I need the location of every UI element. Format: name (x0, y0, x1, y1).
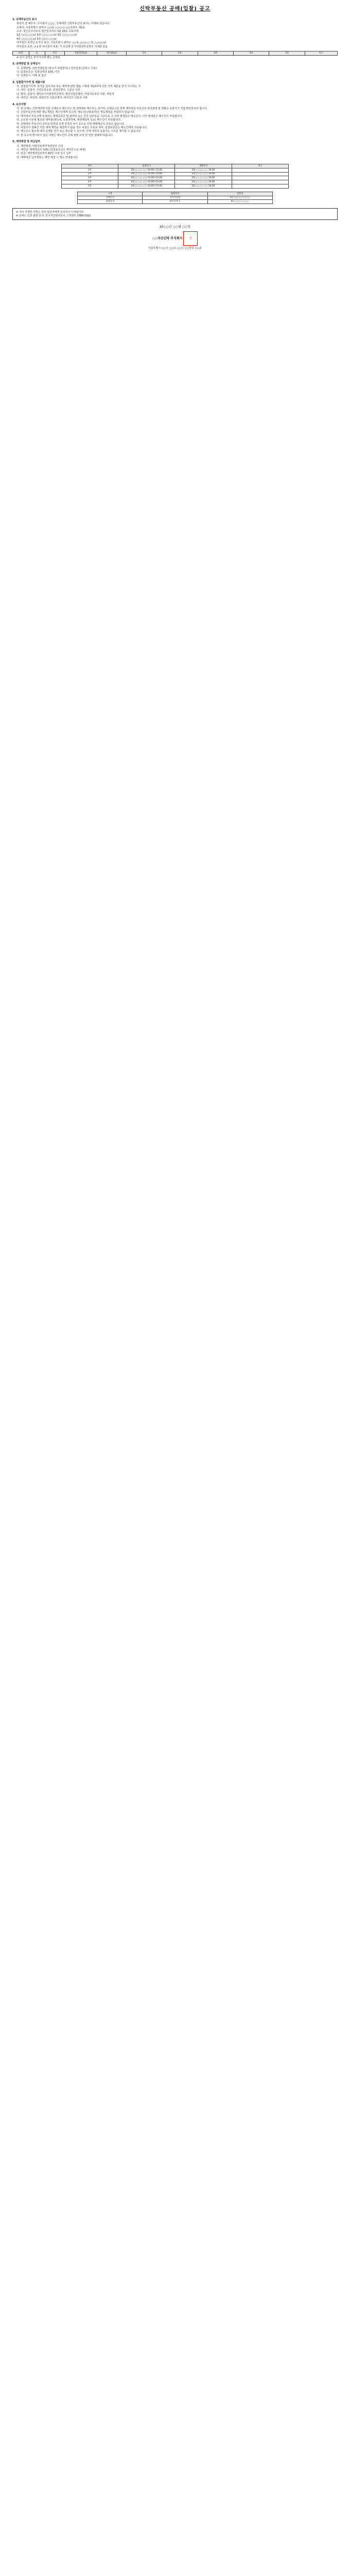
table-row (61, 184, 288, 189)
table-cell: 20○○.○○.○○ 10:00~15:00 (118, 172, 175, 176)
section-line: 가. 입찰참가자격: 국가를 당사자로 하는 계약에 관한 법률 시행령 제12조에 의한 자격 제한을 받지 아니하는 자 (16, 85, 141, 89)
table-cell: 20○○.○○.○○ 10:00~15:00 (118, 180, 175, 184)
intro-section (12, 18, 338, 48)
table-cell: 20○○.○○.○○ 10:00~15:00 (118, 168, 175, 172)
notice-section (12, 81, 338, 100)
intro-line: 4층 ○○○.○○㎡ 5층 ○○○.○○㎡ (16, 37, 57, 41)
table-header-cell: 호수 (45, 51, 65, 55)
table-cell (232, 172, 288, 176)
table-header-cell: 전용면적(㎡) (64, 51, 97, 55)
table-cell: 20○○.○○.○○ 16:00 (175, 172, 232, 176)
company-address: 서울특별시 ○○구 ○○로 ○○○ ○○빌딩 ○○층 (148, 246, 202, 250)
table-header-cell: 비고 (305, 51, 337, 55)
section-line: 가. 계약체결: 낙찰일로부터 5영업일 이내 (16, 144, 63, 148)
section-line: 바. 낙찰자가 정해진 기한 내에 계약을 체결하지 않을 경우 낙찰은 무효로 하며, 입찰보증금은 매도인에게 귀속됩니다. (16, 126, 148, 129)
table-header-cell: 입찰일시 (118, 164, 175, 168)
intro-line: 1층 ○○○.○○㎡ 2층 ○○○.○○㎡ 3층 ○○○.○○㎡ (16, 33, 77, 37)
section-line: 다. 매각대상 부동산에 부과되는 제세공과금 및 관리비 등은 잔금 납부일을 기준으로 그 이전 발생분은 매도인이, 이후 발생분은 매수인이 부담합니다. (16, 114, 183, 118)
table-header-cell: 4차 (234, 51, 269, 55)
property-table-header (13, 51, 338, 55)
table-cell: 20○○.○○.○○ 10:00~15:00 (118, 176, 175, 180)
table-header-cell: 대지권(㎡) (97, 51, 127, 55)
notice-box-line: ※ 온비드 입찰 관련 문의: 한국자산관리공사 고객센터 1588-5321 (16, 214, 91, 217)
notice-section (12, 62, 338, 78)
document-title: 신탁부동산 공매(입찰) 공고 (139, 6, 211, 12)
table-header-cell: 담당부서 (143, 192, 207, 196)
table-header-cell: 2차 (162, 51, 198, 55)
notice-section (12, 140, 338, 159)
table-cell: 신탁사업팀 (143, 196, 207, 200)
intro-label: 1. 공매부동산의 표시 (12, 18, 37, 21)
section-line: 나. 입찰보증금: 입찰금액의 10% 이상 (16, 70, 60, 74)
section-line: 라. 매매대금 납부계좌는 계약 체결 시 별도 안내합니다. (16, 156, 79, 159)
table-row (61, 180, 288, 184)
section-line: 나. 개인: 입찰서, 주민등록등본, 인감증명서, 신분증 사본 (16, 89, 80, 92)
table-header-cell: 1차 (126, 51, 162, 55)
table-header-cell: 3차 (198, 51, 233, 55)
table-cell: 현장문의 (78, 200, 143, 204)
section-line: 라. 대리인: 위임장, 위임인의 인감증명서, 대리인의 신분증 사본 (16, 96, 88, 100)
table-cell (232, 184, 288, 189)
table-cell: 1차 (61, 168, 118, 172)
table-cell: 4차 (61, 180, 118, 184)
table-row (61, 176, 288, 180)
section-label: 4. 유의사항 (12, 103, 26, 106)
table-cell: 관리사무소 (143, 200, 207, 204)
schedule-table-header (61, 164, 288, 168)
signature-block (12, 225, 338, 250)
table-cell: 20○○.○○.○○ 10:00~15:00 (118, 184, 175, 189)
section-label: 3. 입찰참가자격 및 제출서류 (12, 80, 45, 84)
section-line: 사. 매도인은 필요에 따라 공매를 연기 또는 취소할 수 있으며, 이에 대하여 응찰자는 이의를 제기할 수 없습니다. (16, 130, 142, 133)
table-header-cell: 비고 (232, 164, 288, 168)
notice-box (12, 208, 338, 220)
section-line: 다. 공매일시: 아래 표 참조 (16, 74, 46, 78)
table-row (61, 172, 288, 176)
intro-line: 구조: 철근콘크리트조 철근콘크리트지붕 15층 공동주택 (16, 29, 79, 33)
company-name: ○○자산신탁 주식회사 (152, 236, 183, 241)
table-cell: 20○○.○○.○○ 16:00 (175, 184, 232, 189)
table-cell (232, 180, 288, 184)
section-line: 라. 소유권 이전에 필요한 제비용(취득세, 등록면허세, 채권매입비 등)은 매수인이 부담합니다. (16, 118, 121, 122)
notice-date: 20○○년 ○○월 ○○일 (159, 225, 191, 229)
intro-lines (12, 22, 338, 48)
section-label: 2. 공매방법 및 공매일시 (12, 62, 41, 66)
table-cell: 20○○.○○.○○ 16:00 (175, 180, 232, 184)
section-line: 다. 법인: 입찰서, 법인등기사항전부증명서, 법인인감증명서, 사업자등록증 사본, 위임장 (16, 92, 114, 96)
table-header-cell: 구분 (78, 192, 143, 196)
table-cell: 20○○.○○.○○ 16:00 (175, 176, 232, 180)
table-cell: 3차 (61, 176, 118, 180)
table-cell: 5차 (61, 184, 118, 189)
section-line: 가. 공매방법: 일반경쟁입찰 (최고가 낙찰방식) / 전자입찰 (온비드 이용) (16, 66, 97, 70)
intro-line: 소재지: 서울특별시 관악구 ○○동 ○○○-○ ○○아파트 제1동 (16, 26, 85, 29)
table-cell: 02-○○○-○○○○ (207, 200, 272, 204)
table-row (61, 168, 288, 172)
section-line: 다. 잔금: 계약체결일로부터 60일 이내 일시 납부 (16, 152, 72, 156)
intro-line: 대지권의 목적인 토지의 표시: 서울특별시 관악구 ○○동 ○○○-○ 대 ○,○○○㎡ (16, 41, 107, 45)
table-cell: 공매문의 (78, 196, 143, 200)
table-cell (232, 176, 288, 180)
property-table (12, 51, 338, 56)
table-header-cell: 순번 (13, 51, 29, 55)
table-header-cell: 5차 (269, 51, 305, 55)
intro-line: 위탁자 겸 채무자: 주식회사 ○○○, 공매대상 신탁부동산의 표시는 아래와 같습니다. (16, 22, 110, 26)
table-cell: 02-○○○○-○○○○ (207, 196, 272, 200)
table-header-cell: 연락처 (207, 192, 272, 196)
section-line: 나. 계약금: 매매대금의 10% (입찰보증금은 계약금으로 대체) (16, 148, 86, 151)
notice-section (12, 103, 338, 138)
notice-sections (12, 62, 338, 159)
table-header-cell: 개찰일시 (175, 164, 232, 168)
intro-line: 대지권의 종류: 소유권 대지권의 비율: 각 호실별 등기사항전부증명서 기재와 같음 (16, 45, 108, 48)
section-line: 아. 본 공고에 명시되지 않은 사항은 매도인의 공매 관련 규정 및 일반 관례에 따릅니다. (16, 133, 114, 137)
table-row (78, 200, 272, 204)
contact-table-header (78, 192, 272, 196)
table-row (78, 196, 272, 200)
section-line: 나. 신탁부동산에 대한 명도책임은 매수인에게 있으며, 매도인(신탁회사)은 명도책임을 부담하지 않습니다. (16, 111, 135, 114)
contact-table (77, 192, 272, 204)
section-label: 5. 계약체결 및 대금납부 (12, 140, 41, 144)
table-header-cell: 차수 (61, 164, 118, 168)
table-cell: 2차 (61, 172, 118, 176)
schedule-table (61, 164, 289, 189)
table-note: ※ 상기 금액은 부가가치세 별도 금액임 (16, 56, 60, 59)
table-cell (232, 168, 288, 172)
table-header-cell: 동 (29, 51, 45, 55)
section-line: 마. 공매대상 부동산의 공부상 면적과 실제 면적의 차이 등으로 인한 매매대금의 증감은 없습니다. (16, 122, 125, 126)
table-cell: 20○○.○○.○○ 16:00 (175, 168, 232, 172)
section-line: 가. 본 공매는 신탁계약에 의한 공매로서 매수인은 현 상태대로 매수하는 것이며, 공매공고일 현재 매각대상 부동산의 권리관계 및 현황은 응찰자가 직접 확인하여야 합니다. (16, 107, 208, 111)
company-seal: 인 (183, 231, 198, 246)
notice-box-line: ※ 기타 자세한 사항은 당사 담당자에게 문의하시기 바랍니다. (16, 211, 84, 214)
